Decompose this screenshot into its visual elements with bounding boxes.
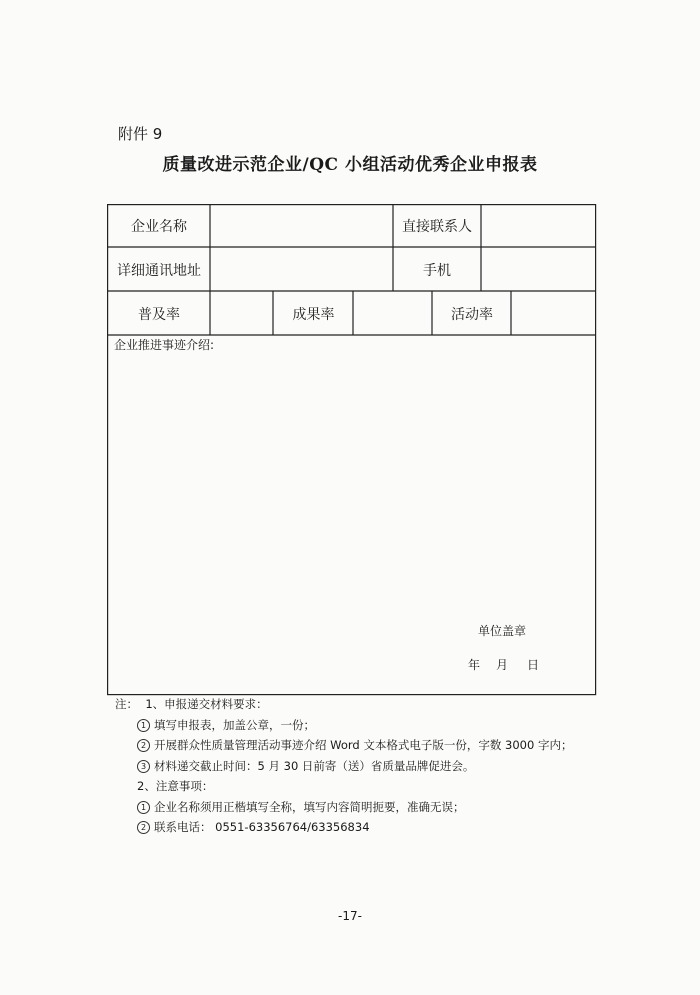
contact-person-label: 直接联系人 <box>402 219 472 235</box>
company-name-label: 企业名称 <box>131 219 187 235</box>
achievement-rate-label: 成果率 <box>292 306 335 323</box>
day-label: 日 <box>527 658 540 672</box>
notes-item1-title: 1、申报递交材料要求： <box>145 697 268 711</box>
notes-item2-title: 2、注意事项： <box>137 779 214 793</box>
coverage-rate-label: 普及率 <box>138 306 180 323</box>
form-title: 质量改进示范企业/QC 小组活动优秀企业申报表 <box>162 155 538 175</box>
year-label: 年 <box>468 658 481 672</box>
notes-section <box>115 694 572 838</box>
notes-item1-sub1 <box>115 715 572 736</box>
circled-number: 1 <box>137 801 150 814</box>
month-label: 月 <box>496 658 509 672</box>
activity-rate-field[interactable] <box>512 292 594 335</box>
appendix-label: 附件 9 <box>118 125 163 143</box>
intro-label: 企业推进事迹介绍: <box>114 338 215 352</box>
mobile-field[interactable] <box>482 248 594 291</box>
activity-rate-label: 活动率 <box>451 306 493 323</box>
notes-item2-sub1-text: 企业名称须用正楷填写全称，填写内容简明扼要，准确无误； <box>154 799 465 814</box>
company-name-field[interactable] <box>211 205 392 247</box>
circled-number: 3 <box>137 760 150 773</box>
contact-person-field[interactable] <box>482 205 594 247</box>
notes-item1-sub2-text: 开展群众性质量管理活动事迹介绍 Word 文本格式电子版一份，字数 3000 字内； <box>154 738 573 752</box>
notes-item2-sub2 <box>115 817 572 838</box>
notes-item1-sub2 <box>115 735 572 756</box>
notes-item2-sub1 <box>115 797 572 818</box>
achievement-rate-field[interactable] <box>354 292 432 335</box>
intro-textarea[interactable] <box>108 352 594 612</box>
notes-item1-sub1-text: 填写申报表，加盖公章，一份； <box>154 717 315 732</box>
notes-item1-sub3 <box>115 756 572 777</box>
notes-item1-sub3-text: 材料递交截止时间：5 月 30 日前寄（送）省质量品牌促进会。 <box>154 758 475 773</box>
mobile-label: 手机 <box>423 262 451 279</box>
seal-label: 单位盖章 <box>478 624 527 638</box>
notes-prefix: 注： <box>115 697 138 711</box>
circled-number: 2 <box>137 821 150 834</box>
circled-number: 2 <box>137 739 150 752</box>
notes-item1-row <box>115 694 572 715</box>
address-label: 详细通讯地址 <box>117 262 201 279</box>
notes-item2-sub2-text: 联系电话： 0551-63356764/63356834 <box>154 820 370 834</box>
page-number: -17- <box>338 909 362 923</box>
circled-number: 1 <box>137 719 150 732</box>
address-field[interactable] <box>211 248 392 291</box>
coverage-rate-field[interactable] <box>211 292 273 335</box>
